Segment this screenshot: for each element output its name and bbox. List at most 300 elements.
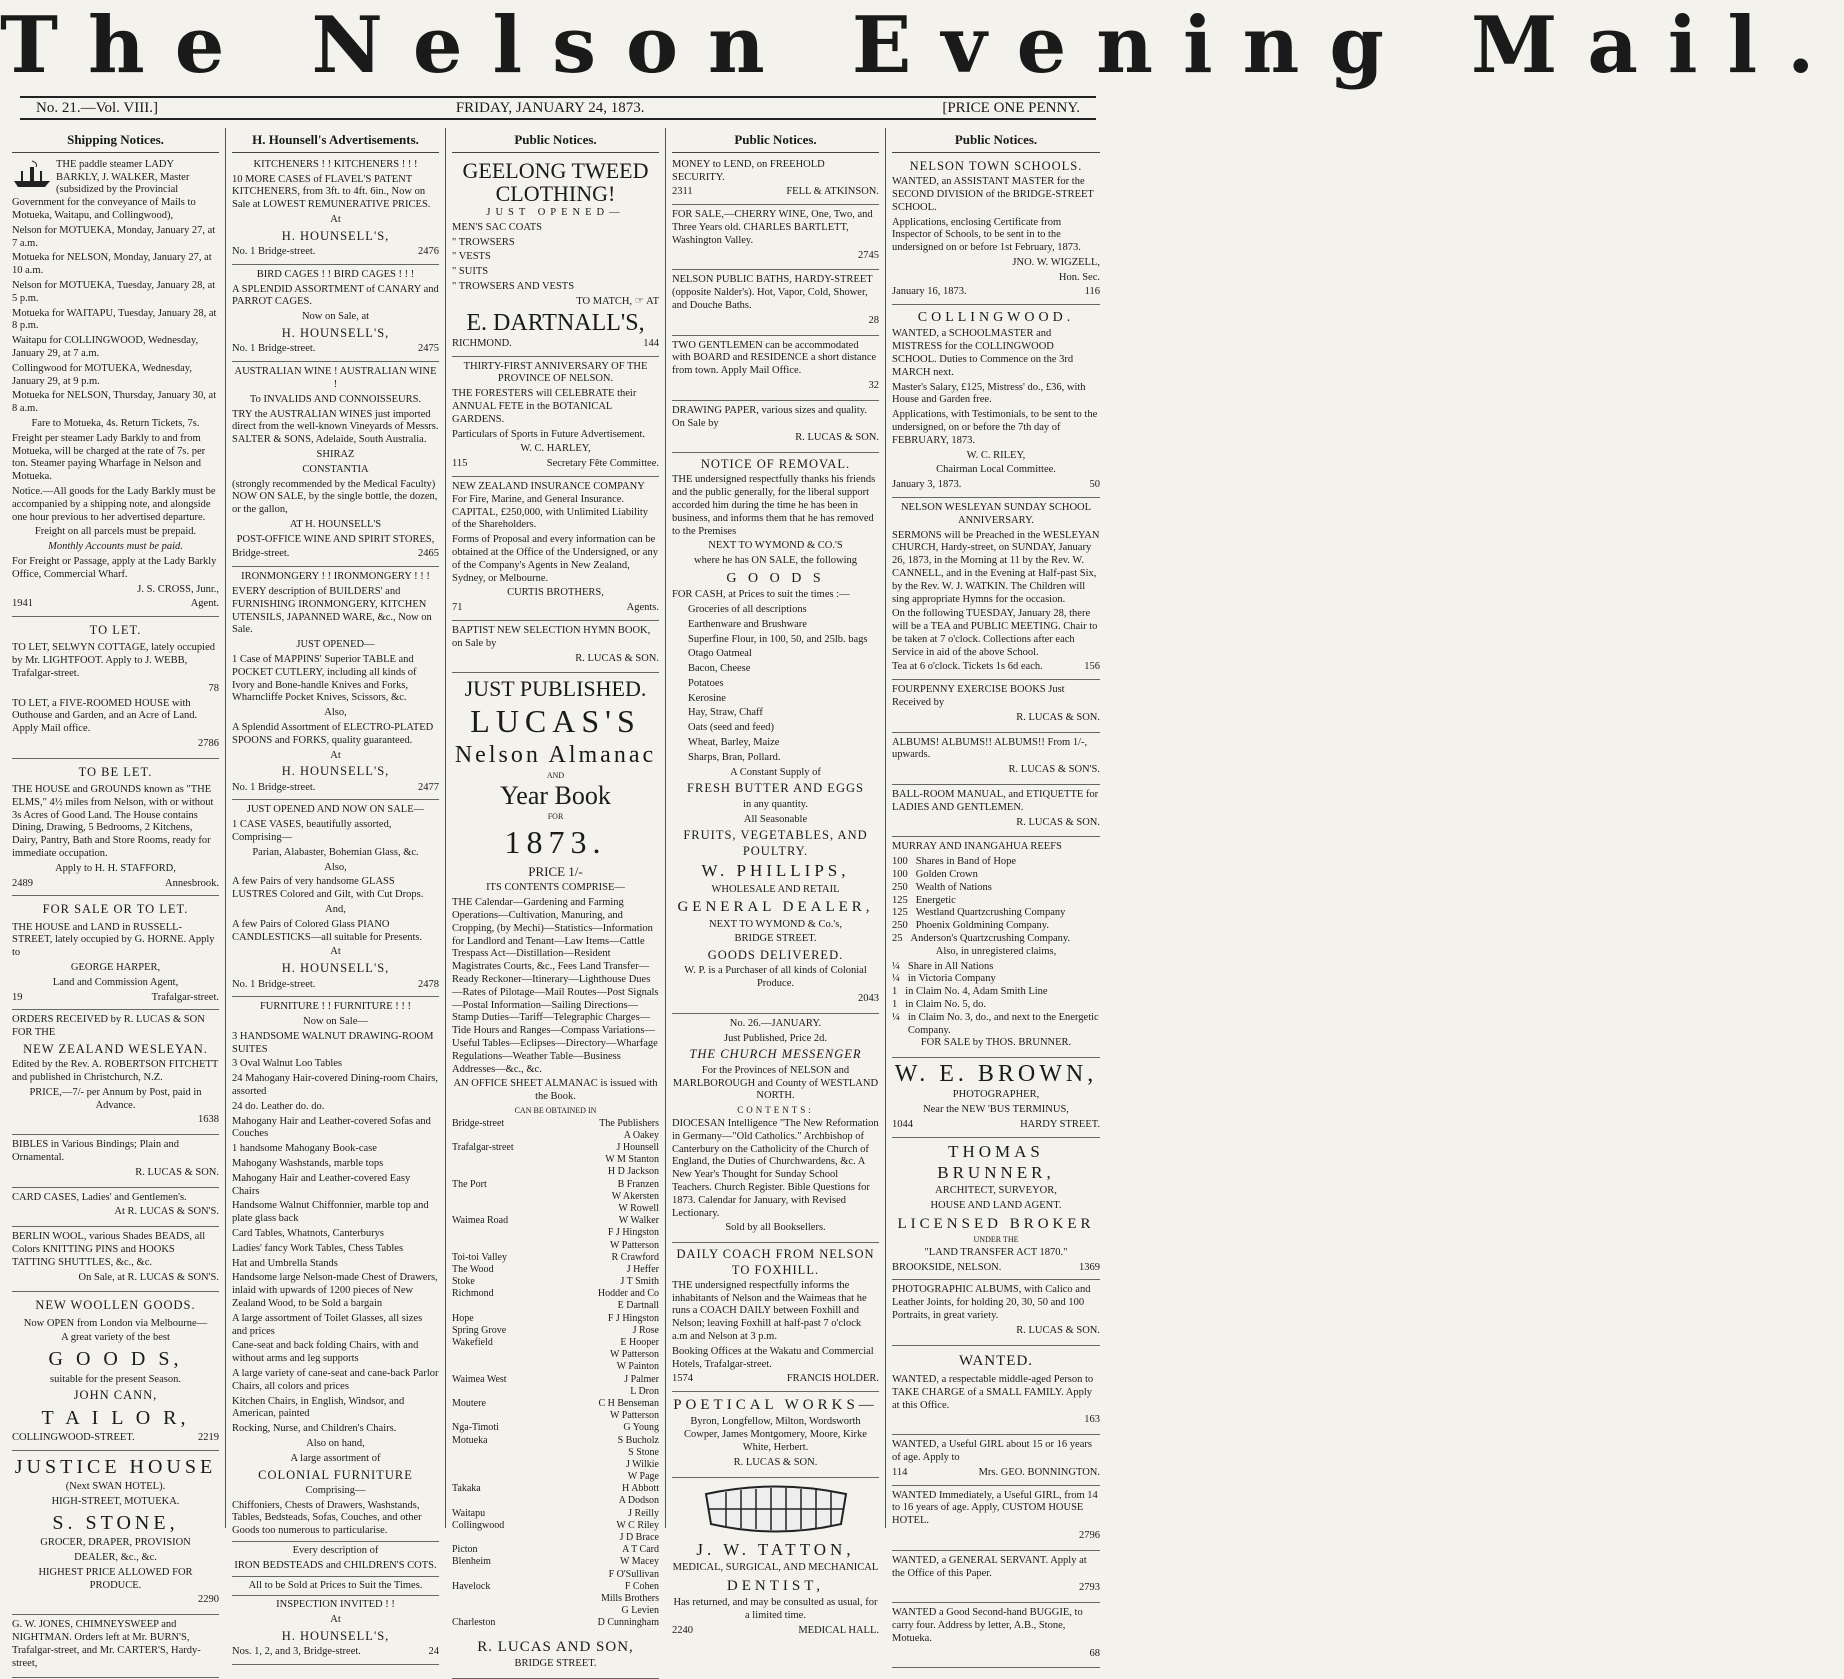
list-item: Waitapu J Reilly: [452, 1507, 659, 1519]
vases-title: JUST OPENED AND NOW ON SALE—: [246, 804, 425, 816]
list-item: Wakefield E Hooper: [452, 1337, 659, 1349]
clothing-item: " TROWSERS: [452, 236, 515, 248]
list-item: W Rowell: [618, 1202, 659, 1214]
now-sale: Now on Sale—: [303, 1016, 368, 1028]
schools-text: WANTED, an ASSISTANT MASTER for the SECOND DIVISION of the BRIDGE-STREET SCHOOL.: [892, 176, 1094, 213]
goods-sub: suitable for the present Season.: [50, 1373, 181, 1385]
reefs-title: MURRAY AND INANGAHUA REEFS: [892, 841, 1062, 853]
butter-title: FRESH BUTTER AND EGGS: [687, 781, 864, 796]
geelong-ad: [452, 159, 659, 357]
ad-number: 1044: [892, 1118, 913, 1130]
just-opened: JUST OPENED—: [296, 639, 375, 651]
poetical-ad: [672, 1396, 879, 1477]
furniture-item: Handsome Walnut Chiffonnier, marble top and plate glass back: [232, 1200, 429, 1225]
for-text: FOR: [547, 811, 564, 821]
riley-date: January 3, 1873.: [892, 479, 962, 491]
berlin-text: BERLIN WOOL, various Shades BEADS, all Colors KNITTING PINS and HOOKS TATTING SHUTTLES, &c., &c.: [12, 1231, 206, 1268]
tailor-title: T A I L O R,: [41, 1406, 190, 1429]
list-item: 125 Westland Quartzcrushing Company: [892, 907, 1066, 919]
ad-number: 114: [892, 1466, 908, 1478]
list-item: Moutere C H Benseman: [452, 1397, 659, 1409]
poetical-title: POETICAL WORKS—: [673, 1397, 878, 1414]
hon-sec: Hon. Sec.: [1058, 271, 1100, 283]
ad-number: 144: [643, 337, 659, 349]
steamer-ad: [12, 159, 219, 617]
sailing-item: Motueka for WAITAPU, Tuesday, January 28, at 8 p.m.: [12, 307, 217, 332]
list-item: A Dodson: [618, 1495, 659, 1507]
tickets-text: Tea at 6 o'clock. Tickets 1s 6d each.: [892, 661, 1043, 673]
wanted-text: WANTED, a respectable middle-aged Person to TAKE CHARGE of a SMALL FAMILY. Apply at this Office.: [892, 1373, 1094, 1411]
woollen-ad: [12, 1318, 219, 1451]
goods-item: Oats (seed and feed): [688, 722, 774, 734]
seller: On Sale, at R. LUCAS & SON'S.: [78, 1271, 219, 1283]
list-item: S Stone: [628, 1446, 659, 1458]
office: For Freight or Passage, apply at the Lady Barkly Office, Commercial Wharf.: [12, 555, 217, 580]
ad-number: 1574: [672, 1373, 693, 1385]
motueka-text: HIGH-STREET, MOTUEKA.: [51, 1496, 180, 1508]
invited-text: INSPECTION INVITED ! !: [276, 1599, 395, 1611]
wigzell-name: JNO. W. WIGZELL,: [1012, 256, 1100, 268]
goods-item: Kerosine: [688, 692, 726, 704]
furniture-item: Card Tables, Whatnots, Canterburys: [232, 1228, 384, 1240]
list-item: A Oakey: [623, 1129, 659, 1141]
brunner-ad: [892, 1142, 1100, 1281]
list-item: Waimea Road W Walker: [452, 1215, 659, 1227]
insurance-ad: [452, 481, 659, 621]
where-text: where he has ON SALE, the following: [693, 555, 857, 567]
list-item: Collingwood W C Riley: [452, 1519, 659, 1531]
column-3: [446, 128, 666, 1669]
hounsell-name: H. HOUNSELL'S,: [281, 1629, 390, 1644]
removal-ad: [672, 457, 879, 1014]
schools-ad: [892, 159, 1100, 305]
at-text: At: [330, 946, 341, 958]
ad-number: 24: [428, 1646, 439, 1658]
almanac-ad: [452, 677, 659, 1678]
contents-body: DIOCESAN Intelligence "The New Reformation in Germany—"Old Catholics." Archbishop of Canterbury on the Catholicity of the Church of England, the Duties of Churchwardens, &c. A New Year's Thought for Sunday School Teachers. Church Register. Bible Questions for 1873. Calendar for January, with Revised Lectionary.: [672, 1118, 879, 1219]
coach-text: THE undersigned respectfully informs the inhabitants of Nelson and the Waimeas that he runs a COACH DAILY between Foxhill and Nelson; leaving Foxhill at half-past 7 o'clock a.m and Nelson at 3 p.m.: [672, 1279, 867, 1342]
price2d-text: Just Published, Price 2d.: [724, 1032, 827, 1044]
goods-item: Bacon, Cheese: [688, 663, 751, 675]
wine-recommend: (strongly recommended by the Medical Faculty) NOW ON SALE, by the single bottle, the dozen, or the gallon,: [232, 478, 438, 516]
brunner-sale: FOR SALE by THOS. BRUNNER.: [920, 1037, 1072, 1049]
published-title: JUST PUBLISHED.: [464, 676, 647, 702]
wholesale-text: WHOLESALE AND RETAIL: [711, 883, 840, 895]
goods-item: Superfine Flour, in 100, 50, and 25lb. bags: [688, 633, 868, 645]
column-5: [886, 128, 1106, 1659]
money-text: MONEY to LEND, on FREEHOLD SECURITY.: [672, 158, 825, 183]
ad-number: 2219: [198, 1432, 219, 1444]
also-hand: Also on hand,: [306, 1438, 365, 1449]
lucas-footer: R. LUCAS AND SON,: [477, 1638, 634, 1655]
jones-ad: [12, 1619, 219, 1678]
column-4: [666, 128, 886, 1637]
clothing-item: " SUITS: [452, 266, 489, 278]
goods-item: Hay, Straw, Chaff: [688, 707, 763, 719]
list-item: 1 in Claim No. 5, do.: [892, 999, 987, 1011]
furniture-item: 24 do. Leather do. do.: [232, 1100, 325, 1112]
shiraz: SHIRAZ: [316, 448, 355, 460]
iron-title: IRONMONGERY ! ! IRONMONGERY ! ! !: [241, 571, 430, 583]
also-text: Also,: [324, 707, 347, 719]
ad-number: 1941: [12, 598, 33, 610]
ad-number: 2311: [672, 186, 693, 198]
board-ad: [672, 340, 879, 401]
to-let-ad: [12, 642, 219, 758]
wine-title: AUSTRALIAN WINE ! AUSTRALIAN WINE !: [234, 366, 437, 390]
goods-title: G O O D S,: [48, 1348, 183, 1371]
licensed-text: LICENSED BROKER: [897, 1215, 1095, 1232]
goods-item: Earthenware and Brushware: [688, 618, 807, 630]
teeth-icon: [701, 1484, 851, 1534]
list-item: Stoke J T Smith: [452, 1276, 659, 1288]
curtis-name: CURTIS BROTHERS,: [507, 587, 604, 599]
ad-number: 68: [1089, 1647, 1100, 1659]
places-list: [452, 1118, 659, 1630]
invalids-text: To INVALIDS AND CONNOISSEURS.: [249, 393, 422, 405]
ballroom-text: BALL-ROOM MANUAL, and ETIQUETTE for LADIES AND GENTLEMEN.: [892, 789, 1099, 813]
clothing-item: " VESTS: [452, 251, 491, 263]
bedsteads-text: IRON BEDSTEADS and CHILDREN'S COTS.: [234, 1559, 437, 1571]
photo-albums-text: PHOTOGRAPHIC ALBUMS, with Calico and Leather Joints, for holding 20, 30, 50 and 100 Portraits, in great variety.: [892, 1284, 1091, 1322]
and-text: And,: [325, 904, 346, 916]
board-text: TWO GENTLEMEN can be accommodated with BOARD and RESIDENCE a short distance from town. Apply Mail Office.: [672, 339, 877, 377]
harley-name: W. C. HARLEY,: [520, 443, 591, 455]
ad-number: 163: [1084, 1414, 1100, 1426]
sale-heading: FOR SALE OR TO LET.: [42, 902, 189, 917]
agent: J. S. CROSS, Junr.,: [137, 583, 219, 595]
column-2: [226, 128, 446, 1658]
dentist-ad: [672, 1484, 879, 1643]
cann-name: JOHN CANN,: [73, 1388, 158, 1403]
list-item: H D Jackson: [607, 1166, 659, 1178]
seller: R. LUCAS & SON.: [1016, 816, 1100, 828]
jones-text: G. W. JONES, CHIMNEYSWEEP and NIGHTMAN. Orders left at Mr. BURN'S, Trafalgar-street, and Mr. CARTER'S, Hardy-street,: [12, 1619, 201, 1669]
furniture-item: Hat and Umbrella Stands: [232, 1257, 338, 1269]
hounsell-name: H. HOUNSELL'S,: [281, 764, 390, 779]
sailing-item: Motueka for NELSON, Monday, January 27, at 10 a.m.: [12, 252, 212, 277]
ad-number: 2745: [858, 249, 879, 261]
list-item: Mills Brothers: [600, 1592, 659, 1604]
wine-sale-ad: [672, 209, 879, 270]
ad-number: 32: [868, 380, 879, 392]
constantia: CONSTANTIA: [302, 463, 369, 475]
at-text: At: [330, 1614, 341, 1626]
ad-number: 71: [452, 602, 463, 614]
sold-text: All to be Sold at Prices to Suit the Times.: [248, 1579, 423, 1591]
year-title: 1873.: [504, 824, 607, 861]
sale-name: GEORGE HARPER,: [70, 962, 161, 974]
colonial-items: Chiffoniers, Chests of Drawers, Washstands, Tables, Bedsteads, Sofas, Couches, and other Goods too numerous to particularise.: [232, 1499, 422, 1537]
opened-text: JUST OPENED—: [486, 207, 625, 219]
list-item: F O'Sullivan: [608, 1568, 659, 1580]
returned-text: Has returned, and may be consulted as usual, for a limited time.: [673, 1597, 878, 1622]
list-item: Motueka S Bucholz: [452, 1434, 659, 1446]
furniture-item: 3 HANDSOME WALNUT DRAWING-ROOM SUITES: [232, 1030, 434, 1055]
almanac-price: PRICE 1/-: [528, 864, 583, 880]
brown-address: HARDY STREET.: [1020, 1118, 1100, 1130]
coach-by: FRANCIS HOLDER.: [786, 1373, 879, 1385]
phillips-name: W. PHILLIPS,: [701, 860, 850, 880]
steamer-text: THE paddle steamer LADY BARKLY, J. WALKER, Master (subsidized by the Provincial Government for the conveyance of Mails to Motueka, Waitapu, and Collingwood),: [12, 158, 196, 222]
list-item: The Wood J Heffer: [452, 1263, 659, 1275]
sale-role: Land and Commission Agent,: [52, 976, 179, 988]
colonial-lead: A large assortment of: [290, 1452, 381, 1464]
seasonable-text: All Seasonable: [743, 813, 808, 825]
removal-text: THE undersigned respectfully thanks his friends and the public generally, for the liberal support accorded him during the time he has been in business, and informs them that he has removed to the Premises: [672, 474, 876, 537]
vases-text: 1 CASE VASES, beautifully assorted, Comprising—: [232, 819, 392, 844]
clothing-item: " TROWSERS AND VESTS: [452, 281, 575, 293]
furniture-item: A large variety of cane-seat and cane-back Parlor Chairs, all colors and prices: [232, 1368, 439, 1392]
yearbook-title: Year Book: [500, 781, 611, 811]
stone-title: S. STONE,: [52, 1511, 179, 1534]
albums-ad: [892, 737, 1100, 785]
wanted-by: Mrs. GEO. BONNINGTON.: [978, 1466, 1100, 1478]
dealer-text: DEALER, &c., &c.: [74, 1552, 157, 1564]
ad-number: 2477: [418, 781, 439, 793]
salary-text: Master's Salary, £125, Mistress' do., £36, with House and Garden free.: [892, 381, 1086, 406]
to-let-heading: TO LET.: [89, 623, 142, 638]
list-item: Toi-toi Valley R Crawford: [452, 1251, 659, 1263]
list-item: W M Stanton: [605, 1154, 659, 1166]
produce-text: HIGHEST PRICE ALLOWED FOR PRODUCE.: [38, 1566, 193, 1591]
prepaid: Freight on all parcels must be prepaid.: [34, 526, 197, 538]
obtained-text: CAN BE OBTAINED IN: [514, 1105, 597, 1115]
furniture-title: FURNITURE ! ! FURNITURE ! ! !: [259, 1001, 412, 1013]
thomas-name: THOMAS BRUNNER,: [937, 1141, 1055, 1182]
exercise-ad: [892, 684, 1100, 732]
schools-title: NELSON TOWN SCHOOLS.: [909, 158, 1083, 173]
swan-text: (Next SWAN HOTEL).: [65, 1481, 166, 1493]
hymn-ad: [452, 625, 659, 673]
woollen-variety: A great variety of the best: [61, 1332, 170, 1344]
sold-text: Sold by all Booksellers.: [725, 1222, 826, 1234]
architect-text: ARCHITECT, SURVEYOR,: [935, 1185, 1057, 1197]
brook-address: BROOKSIDE, NELSON.: [892, 1261, 1002, 1273]
coach-title: DAILY COACH FROM NELSON TO FOXHILL.: [676, 1247, 875, 1277]
messenger-ad: [672, 1018, 879, 1243]
curtis-role: Agents.: [626, 602, 659, 614]
purchaser-text: W. P. is a Purchaser of all kinds of Colonial Produce.: [684, 965, 867, 990]
public-notices-heading: Public Notices.: [672, 132, 879, 153]
tatton-name: J. W. TATTON,: [696, 1539, 855, 1559]
dentist-lead: MEDICAL, SURGICAL, AND MECHANICAL: [672, 1562, 879, 1574]
furniture-item: Mahogany Hair and Leather-covered Sofas and Couches: [232, 1115, 431, 1140]
list-item: ¼ Share in All Nations: [892, 960, 994, 972]
ad-number: 2465: [418, 548, 439, 560]
list-item: Hope F J Hingston: [452, 1312, 659, 1324]
brown-name: W. E. BROWN,: [894, 1061, 1098, 1088]
list-item: J D Brace: [619, 1532, 659, 1544]
ad-number: 1638: [198, 1114, 219, 1126]
bibles-ad: [12, 1139, 219, 1187]
woollen-text: Now OPEN from London via Melbourne—: [23, 1317, 208, 1329]
kitcheners-ad: [232, 159, 439, 265]
lucas-footer-address: BRIDGE STREET.: [514, 1657, 597, 1669]
poets-text: Byron, Longfellow, Milton, Wordsworth Cowper, James Montgomery, Moore, Kirke White, Herbert.: [684, 1416, 867, 1454]
list-item: 1 in Claim No. 4, Adam Smith Line: [892, 986, 1048, 998]
vases-ad: [232, 804, 439, 997]
next-text: NEXT TO WYMOND & CO.'S: [708, 540, 843, 552]
to-let-text: TO LET, SELWYN COTTAGE, lately occupied by Mr. LIGHTFOOT. Apply to J. WEBB, Trafalgar-street.: [12, 642, 215, 679]
list-item: 100 Shares in Band of Hope: [892, 856, 1017, 868]
birds-ad: [232, 269, 439, 362]
photo-albums-ad: [892, 1284, 1100, 1345]
list-item: 250 Phoenix Goldmining Company.: [892, 920, 1049, 932]
collingwood-ad: [892, 309, 1100, 498]
woollen-heading: NEW WOOLLEN GOODS.: [35, 1298, 196, 1313]
birds-text: A SPLENDID ASSORTMENT of CANARY and PARROT CAGES.: [232, 283, 439, 308]
colonial-title: COLONIAL FURNITURE: [258, 1467, 413, 1482]
seller: At R. LUCAS & SON'S.: [114, 1206, 219, 1218]
lucas-title: LUCAS'S: [470, 703, 641, 740]
wanted-ad: [892, 1490, 1100, 1551]
list-item: Waimea West J Palmer: [452, 1373, 659, 1385]
orders-text: ORDERS RECEIVED by R. LUCAS & SON FOR THE: [12, 1014, 205, 1039]
list-item: W Patterson: [610, 1349, 659, 1361]
lustres-text: A few Pairs of very handsome GLASS LUSTRES Colored and Gilt, with Cut Drops.: [232, 876, 424, 901]
public-notices-heading: Public Notices.: [892, 132, 1100, 153]
collingwood-text: WANTED, a SCHOOLMASTER and MISTRESS for the COLLINGWOOD SCHOOL. Duties to Commence on the 3rd MARCH next.: [892, 328, 1074, 378]
hounsell-name: H. HOUNSELL'S,: [281, 228, 390, 243]
furniture-item: Cane-seat and back folding Chairs, with and without arms and leg supports: [232, 1340, 419, 1365]
money-ad: [672, 159, 879, 205]
geelong-title: GEELONG TWEED CLOTHING!: [462, 157, 649, 206]
sale-text: THE HOUSE and LAND in RUSSELL-STREET, lately occupied by G. HORNE. Apply to: [12, 921, 215, 959]
under-text: UNDER THE: [973, 1235, 1019, 1245]
money-by: FELL & ATKINSON.: [786, 186, 879, 198]
goods-item: Sharps, Bran, Pollard.: [688, 751, 781, 763]
furniture-ad: [232, 1001, 439, 1665]
foresters-text: THE FORESTERS will CELEBRATE their ANNUAL FETE in the BOTANICAL GARDENS.: [452, 388, 637, 425]
bridge-text: BRIDGE STREET.: [734, 933, 817, 945]
list-item: Spring Grove J Rose: [452, 1324, 659, 1336]
bridge-address: No. 1 Bridge-street.: [232, 343, 316, 355]
list-item: W Painton: [616, 1361, 659, 1373]
furniture-item: Kitchen Chairs, in English, Windsor, and American, painted: [232, 1395, 405, 1420]
drawing-text: DRAWING PAPER, various sizes and quality. On Sale by: [672, 404, 867, 429]
ad-number: 78: [208, 682, 219, 694]
at-text: At: [330, 214, 341, 226]
mappins-text: 1 Case of MAPPINS' Superior TABLE and POCKET CUTLERY, including all kinds of Ivory and Bone-handle Knives and Forks, Wharncliffe Pocket Knives, Scissors, &c.: [232, 654, 417, 704]
agent-role: Agent.: [190, 598, 219, 610]
public-notices-heading: Public Notices.: [452, 132, 659, 153]
wesleyan-price: PRICE,—7/- per Annum by Post, paid in Advance.: [29, 1086, 202, 1111]
ad-number: 115: [452, 458, 468, 470]
drawing-ad: [672, 405, 879, 453]
furniture-item: 24 Mahogany Hair-covered Dining-room Chairs, assorted: [232, 1073, 438, 1098]
contents-title: CONTENTS:: [737, 1105, 814, 1116]
ad-number: 2786: [198, 737, 219, 749]
richmond: RICHMOND.: [452, 337, 512, 349]
notice: Notice.—All goods for the Lady Barkly must be accompanied by a shipping note, and alongside one hour previous to her advertised departure.: [12, 485, 216, 523]
list-item: W Akersten: [611, 1190, 659, 1202]
seller: R. LUCAS & SON.: [135, 1166, 219, 1178]
to-be-let-heading: TO BE LET.: [78, 764, 153, 779]
sheet-text: AN OFFICE SHEET ALMANAC is issued with the Book.: [453, 1078, 658, 1103]
seller: R. LUCAS & SON'S.: [1008, 764, 1100, 776]
wanted-ad: [892, 1607, 1100, 1668]
wanted-ad: [892, 1374, 1100, 1435]
furniture-item: Mahogany Hair and Leather-covered Easy Chairs: [232, 1172, 411, 1197]
candlesticks-text: A few Pairs of Colored Glass PIANO CANDLESTICKS—all suitable for Presents.: [232, 918, 423, 943]
messenger-title: THE CHURCH MESSENGER: [689, 1047, 862, 1062]
anniversary-title: THIRTY-FIRST ANNIVERSARY OF THE PROVINCE OF NELSON.: [463, 360, 648, 385]
wine-ad: [232, 366, 439, 567]
issue-price: [PRICE ONE PENNY.: [942, 99, 1080, 116]
match-text: TO MATCH, ☞ AT: [576, 295, 659, 307]
terminus-text: Near the NEW 'BUS TERMINUS,: [923, 1104, 1069, 1116]
ad-number: 2290: [198, 1594, 219, 1606]
wesleyan-editor: Edited by the Rev. A. ROBERTSON FITCHETT and published in Christchurch, N.Z.: [12, 1059, 219, 1084]
wigzell-date: January 16, 1873.: [892, 286, 967, 298]
bridge-address: No. 1 Bridge-street.: [232, 978, 316, 990]
quantity-text: in any quantity.: [743, 798, 808, 810]
list-item: Havelock F Cohen: [452, 1580, 659, 1592]
every-text: Every description of: [292, 1545, 379, 1557]
grocer-text: GROCER, DRAPER, PROVISION: [40, 1537, 191, 1549]
ad-place: Annesbrook.: [165, 877, 219, 889]
furniture-item: 1 handsome Mahogany Book-case: [232, 1143, 377, 1155]
at-text: At: [330, 749, 341, 761]
list-item: 250 Wealth of Nations: [892, 881, 992, 893]
masthead: The Nelson Evening Mail.: [0, 0, 1844, 91]
list-item: J Wilkie: [625, 1458, 659, 1470]
baths-text: NELSON PUBLIC BATHS, HARDY-STREET (opposite Nalder's). Hot, Vapor, Cold, Shower, and Douche Baths.: [672, 274, 873, 312]
list-item: W Page: [627, 1471, 659, 1483]
wymond-text: NEXT TO WYMOND & Co.'s,: [709, 918, 842, 930]
ad-number: 28: [868, 314, 879, 326]
shipping-heading: Shipping Notices.: [12, 132, 219, 153]
sunday-school-ad: [892, 502, 1100, 680]
electro-text: A Splendid Assortment of ELECTRO-PLATED SPOONS and FORKS, quality guaranteed.: [232, 722, 434, 746]
ad-number: 2489: [12, 877, 33, 889]
exercise-text: FOURPENNY EXERCISE BOOKS Just Received by: [892, 684, 1065, 709]
kitcheners-title: KITCHENERS ! ! KITCHENERS ! ! !: [253, 158, 418, 170]
kitcheners-text: 10 MORE CASES of FLAVEL'S PATENT KITCHENERS, from 3ft. to 4ft. 6in., Now on Sale at LOWEST REMUNERATIVE PRICES.: [232, 173, 431, 211]
wanted-ad: [892, 1439, 1100, 1485]
list-item: W Patterson: [610, 1410, 659, 1422]
cash-text: FOR CASH, at Prices to suit the times :—: [672, 589, 850, 601]
seller: R. LUCAS & SON.: [795, 432, 879, 444]
removal-title: NOTICE OF REMOVAL.: [700, 457, 851, 472]
cann-address: COLLINGWOOD-STREET.: [12, 1432, 135, 1444]
ad-number: 19: [12, 991, 23, 1003]
list-item: Bridge-street The Publishers: [452, 1117, 659, 1129]
monthly: Monthly Accounts must be paid.: [48, 541, 183, 553]
ad-number: 2240: [672, 1625, 693, 1637]
wine-text: TRY the AUSTRALIAN WINES just imported direct from the well-known Vineyards of Messrs. SALTER & SONS, Adelaide, South Australia.: [232, 408, 439, 446]
list-item: Charleston D Cunningham: [452, 1617, 659, 1629]
constant-text: A Constant Supply of: [730, 766, 821, 778]
birds-title: BIRD CAGES ! ! BIRD CAGES ! ! !: [256, 268, 415, 280]
brown-ad: [892, 1062, 1100, 1138]
ad-place: Trafalgar-street.: [151, 991, 219, 1003]
wine-store: POST-OFFICE WINE AND SPIRIT STORES,: [236, 533, 435, 545]
also-text: Also,: [324, 861, 347, 873]
sailing-item: Nelson for MOTUEKA, Tuesday, January 28, at 5 p.m.: [12, 280, 216, 304]
sailing-item: Nelson for MOTUEKA, Monday, January 27, at 7 a.m.: [12, 224, 216, 249]
list-item: Trafalgar-street J Hounsell: [452, 1142, 659, 1154]
cards-text: CARD CASES, Ladies' and Gentlemen's.: [12, 1191, 187, 1203]
ad-number: 50: [1089, 479, 1100, 491]
wesleyan-ad: [12, 1014, 219, 1135]
bibles-text: BIBLES in Various Bindings; Plain and Ornamental.: [12, 1139, 179, 1164]
final-address: Nos. 1, 2, and 3, Bridge-street.: [232, 1646, 361, 1658]
to-be-let-text: THE HOUSE and GROUNDS known as "THE ELMS," 4½ miles from Nelson, with or without 3s Acres of Good Land. The House contains Dining, Drawing, 5 Bedrooms, 2 Kitchens, Dairy, Pantry, Bath and Store Rooms, ready for immediate occupation.: [12, 784, 214, 860]
bridge-address: No. 1 Bridge-street.: [232, 781, 316, 793]
sailing-item: Waitapu for COLLINGWOOD, Wednesday, January 29, at 7 a.m.: [12, 335, 199, 360]
